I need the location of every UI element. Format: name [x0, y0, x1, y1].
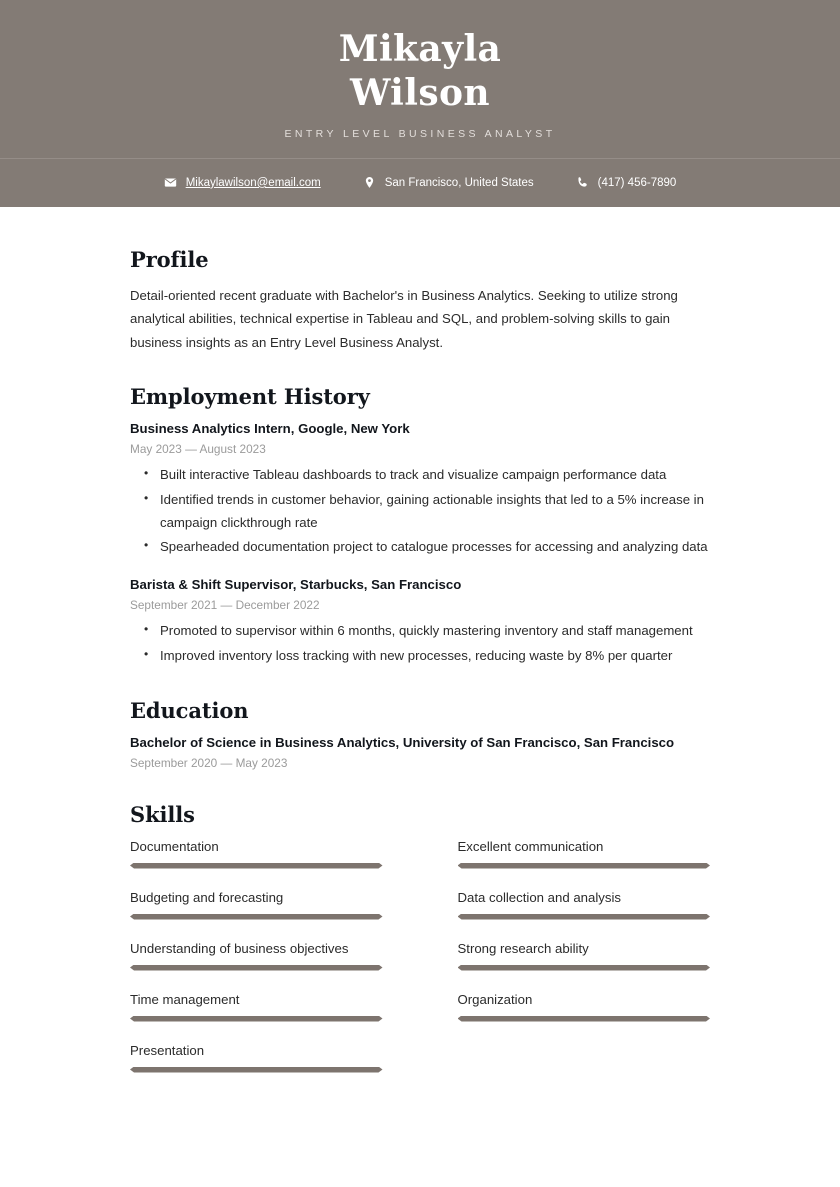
job-bullet: • Spearheaded documentation project to catalogue processes for accessing and analyzing data [160, 536, 710, 559]
job-title-company: Barista & Shift Supervisor, Starbucks, San Francisco [130, 577, 462, 593]
profile-section-title: Profile [130, 246, 209, 272]
skill-item [130, 890, 383, 920]
job-bullet: • Promoted to supervisor within 6 months, quickly mastering inventory and staff management [160, 620, 710, 643]
candidate-job-title: ENTRY LEVEL BUSINESS ANALYST [284, 127, 556, 140]
job-date-range: September 2021 — December 2022 [130, 598, 320, 613]
employment-section-title: Employment History [130, 384, 370, 410]
job-bullet: • Built interactive Tableau dashboards to track and visualize campaign performance data [160, 464, 710, 487]
skill-label: Documentation [130, 838, 219, 854]
skill-item [458, 890, 711, 920]
candidate-name [0, 28, 840, 116]
skills-column-left [130, 839, 383, 1073]
job-date-range: May 2023 — August 2023 [130, 442, 266, 457]
skills-column-right [458, 839, 711, 1073]
skill-label: Organization [457, 991, 533, 1007]
skill-level-bar [458, 914, 711, 920]
skill-label: Strong research ability [457, 940, 589, 956]
map-pin-icon [363, 176, 376, 189]
education-date-range: September 2020 — May 2023 [130, 755, 288, 770]
skill-level-bar [458, 965, 711, 971]
skill-label: Presentation [130, 1042, 205, 1058]
skill-label: Budgeting and forecasting [130, 889, 284, 905]
job-bullet-list [130, 620, 710, 667]
skills-grid [130, 839, 710, 1073]
resume-body [0, 207, 840, 1073]
skill-level-bar [130, 914, 383, 920]
skill-item [130, 1043, 383, 1073]
phone-icon [576, 176, 589, 189]
skill-label: Understanding of business objectives [130, 940, 349, 956]
section-education [130, 698, 710, 770]
skills-section-title: Skills [130, 801, 195, 827]
employment-entry [130, 577, 710, 667]
skill-level-bar [130, 1016, 383, 1022]
envelope-icon [164, 176, 177, 189]
first-name: Mikayla [338, 28, 502, 70]
skill-item [130, 941, 383, 971]
skill-level-bar [458, 1016, 711, 1022]
education-entry [130, 735, 710, 770]
skill-label: Excellent communication [457, 838, 604, 854]
skill-label: Data collection and analysis [457, 889, 621, 905]
skill-label: Time management [130, 991, 240, 1007]
skill-item [458, 941, 711, 971]
employment-entry [130, 421, 710, 559]
job-bullet: • Identified trends in customer behavior, gaining actionable insights that led to a 5% increase in campaign clickthrough rate [160, 489, 710, 534]
job-title-company: Business Analytics Intern, Google, New York [130, 421, 410, 437]
last-name: Wilson [349, 71, 490, 114]
skill-level-bar [458, 863, 711, 869]
job-bullet-list [130, 464, 710, 559]
skill-level-bar [130, 965, 383, 971]
education-section-title: Education [130, 697, 249, 723]
skill-level-bar [130, 863, 383, 869]
skill-item [458, 839, 711, 869]
contact-bar [0, 159, 840, 207]
contact-email[interactable] [164, 176, 321, 189]
skill-item [130, 839, 383, 869]
skill-item [130, 992, 383, 1022]
skill-item [458, 992, 711, 1022]
profile-summary-text: Detail-oriented recent graduate with Bachelor's in Business Analytics. Seeking to utilize strong analytical abilities, technical expertise in Tableau and SQL, and problem-solving skills to gain business insights as an Entry Level Business Analyst. [130, 287, 678, 350]
skill-level-bar [130, 1067, 383, 1073]
contact-phone-text: (417) 456-7890 [597, 176, 677, 189]
contact-phone [576, 176, 677, 189]
section-profile [130, 247, 710, 355]
education-degree: Bachelor of Science in Business Analytics, University of San Francisco, San Francisco [130, 734, 675, 750]
section-skills [130, 802, 710, 1073]
section-employment-history [130, 384, 710, 667]
job-bullet: • Improved inventory loss tracking with new processes, reducing waste by 8% per quarter [160, 645, 710, 668]
contact-location-text: San Francisco, United States [384, 176, 534, 189]
contact-email-text: Mikaylawilson@email.com [185, 176, 321, 189]
contact-location [363, 176, 534, 189]
resume-header [0, 0, 840, 158]
